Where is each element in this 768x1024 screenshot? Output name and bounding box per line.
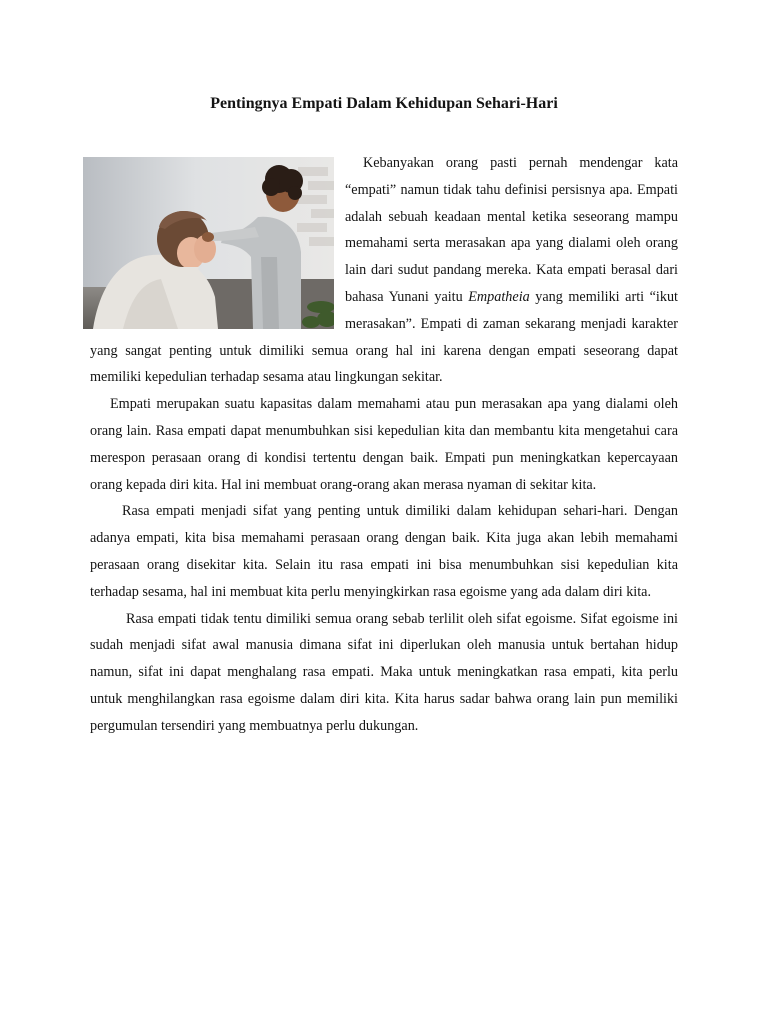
paragraph-1-text-end: yang memiliki arti “ikut merasakan”. Empati di zaman sekarang menjadi karakter yang sangat penting untuk dimiliki semua orang hal ini karena dengan empati seseorang dapat memiliki kepedulian terhadap sesama atau lingkungan sekitar. — [90, 288, 678, 386]
paragraph-2: Empati merupakan suatu kapasitas dalam memahami atau pun merasakan apa yang dialami oleh orang lain. Rasa empati dapat menumbuhkan sisi kepedulian kita dan membantu kita mengetahui cara merespon perasaan orang di kondisi tertentu dengan baik. Empati pun meningkatkan kepercayaan orang kepada diri kita. Hal ini membuat orang-orang akan merasa nyaman di sekitar kita. — [90, 396, 678, 493]
paragraph-3: Rasa empati menjadi sifat yang penting untuk dimiliki dalam kehidupan sehari-hari. Dengan adanya empati, kita bisa memahami perasaan orang dengan baik. Kita juga akan lebih memahami perasaan orang disekitar kita. Selain itu rasa empati ini bisa menumbuhkan sisi kepedulian kita terhadap sesama, hal ini membuat kita perlu menyingkirkan rasa egoisme yang ada dalam diri kita. — [90, 503, 678, 600]
document-body — [90, 150, 678, 740]
document-title: Pentingnya Empati Dalam Kehidupan Sehari-Hari — [210, 95, 558, 112]
paragraph-1-text: Kebanyakan orang pasti pernah mendengar kata “empati” namun tidak tahu definisi persisnya apa. Empati adalah sebuah keadaan mental ketika seseorang mampu memahami serta merasakan apa yang dialami oleh orang lain dari sudut pandang mereka. Kata empati berasal dari bahasa Yunani yaitu — [345, 155, 678, 305]
paragraph-4: Rasa empati tidak tentu dimiliki semua orang sebab terlilit oleh sifat egoisme. Sifat egoisme ini sudah menjadi sifat awal manusia dimana sifat ini diperlukan oleh manusia untuk bertahan hidup namun, sifat ini dapat menghalang rasa empati. Maka untuk meningkatkan rasa empati, kita perlu untuk menghilangkan rasa egoisme dalam diri kita. Kita harus sadar bahwa orang lain pun memiliki pergumulan tersendiri yang membuatnya perlu dukungan. — [90, 610, 678, 734]
italic-term: Empatheia — [468, 288, 530, 305]
photo-child-comforting-woman — [83, 157, 334, 329]
